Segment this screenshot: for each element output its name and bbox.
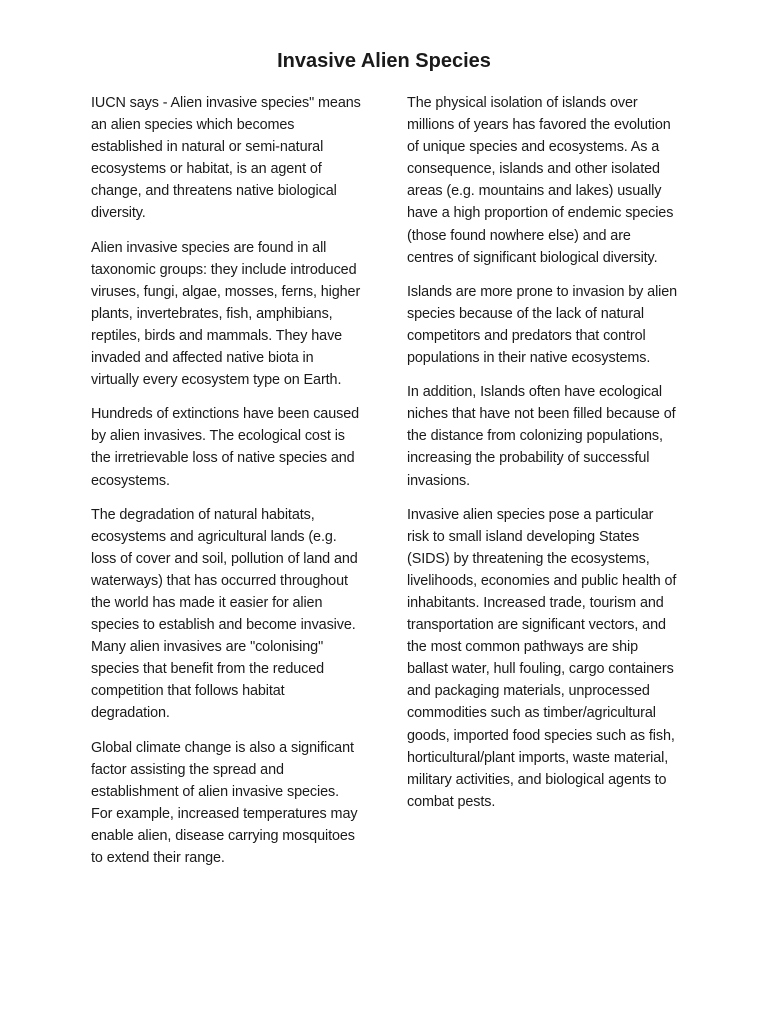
- paragraph: Hundreds of extinctions have been caused by alien invasives. The ecological cost is the irretrievable loss of native species and ecosystems.: [91, 406, 360, 489]
- paragraph: In addition, Islands often have ecological niches that have not been filled because of the distance from colonizing populations, increasing the probability of successful invasions.: [407, 384, 676, 489]
- right-column: [407, 92, 679, 825]
- paragraph: Invasive alien species pose a particular risk to small island developing States (SIDS) by threatening the ecosystems, livelihoods, economies and public health of inhabitants. Increased trade, tourism and transportation are significant vectors, and the most common pathways are ship ballast water, hull fouling, cargo containers and packaging materials, unprocessed commodities such as timber/agricultural goods, imported food species such as fish, horticultural/plant imports, waste material, military activities, and biological agents to combat pests.: [407, 506, 677, 810]
- left-column: [91, 92, 363, 881]
- paragraph: The degradation of natural habitats, ecosystems and agricultural lands (e.g. loss of cover and soil, pollution of land and waterways) that has occurred throughout the world has made it easier for alien species to establish and become invasive. Many alien invasives are "colonising" species that benefit from the reduced competition that follows habitat degradation.: [91, 506, 358, 722]
- paragraph: Alien invasive species are found in all taxonomic groups: they include introduced viruses, fungi, algae, mosses, ferns, higher plants, invertebrates, fish, amphibians, reptiles, birds and mammals. They have invaded and affected native biota in virtually every ecosystem type on Earth.: [91, 239, 361, 389]
- paragraph: Global climate change is also a significant factor assisting the spread and establishment of alien invasive species. For example, increased temperatures may enable alien, disease carrying mosquitoes to extend their range.: [91, 739, 358, 866]
- paragraph: The physical isolation of islands over millions of years has favored the evolution of unique species and ecosystems. As a consequence, islands and other isolated areas (e.g. mountains and lakes) usually have a high proportion of endemic species (those found nowhere else) and are centres of significant biological diversity.: [407, 95, 674, 266]
- paragraph: IUCN says - Alien invasive species" means an alien species which becomes established in natural or semi-natural ecosystems or habitat, is an agent of change, and threatens native biological diversity.: [91, 95, 361, 222]
- page-title: Invasive Alien Species: [277, 50, 491, 72]
- paragraph: Islands are more prone to invasion by alien species because of the lack of natural competitors and predators that control populations in their native ecosystems.: [407, 283, 678, 367]
